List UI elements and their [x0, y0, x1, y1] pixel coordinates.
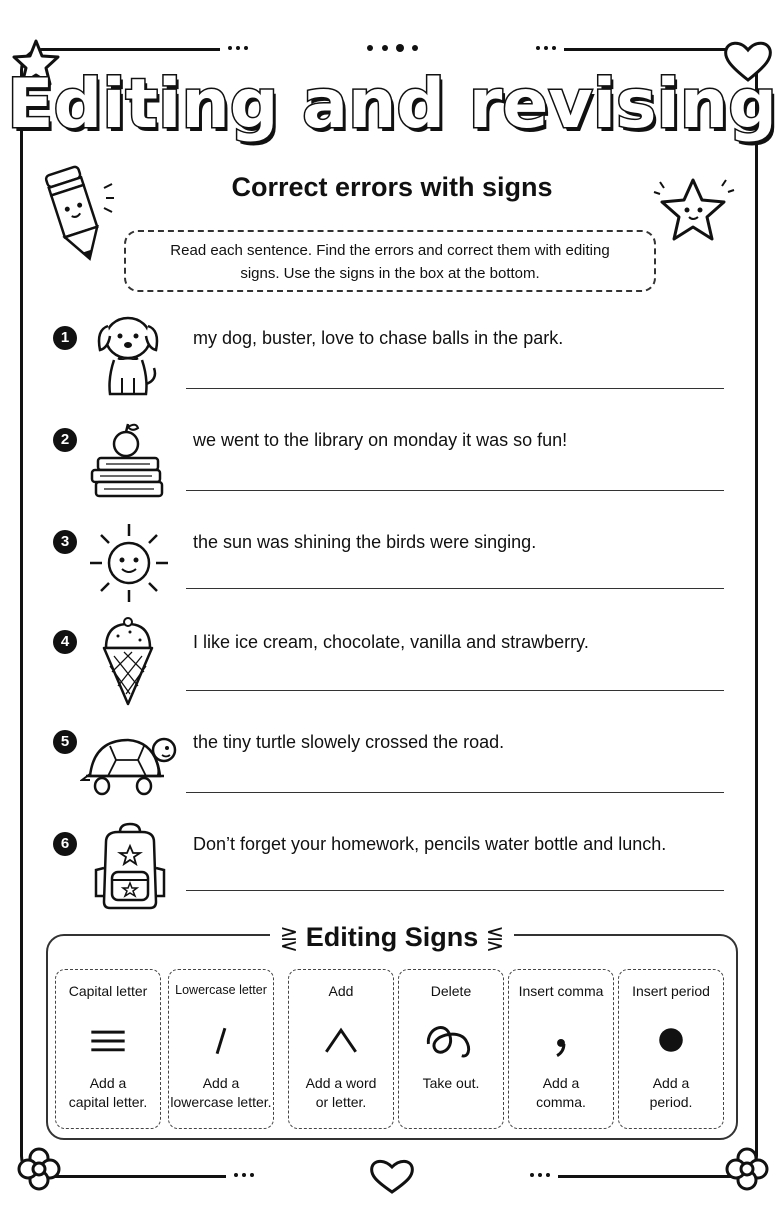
- books-apple-icon: [88, 418, 168, 502]
- sign-card-delete: [398, 969, 504, 1129]
- sign-card-lowercase: [168, 969, 274, 1129]
- sign-desc-line: Add a: [652, 1075, 690, 1091]
- ice-cream-icon: [100, 616, 156, 708]
- item-number: 6: [53, 832, 77, 856]
- sign-desc-line: period.: [649, 1094, 693, 1110]
- item-number: 1: [53, 326, 77, 350]
- item-number: 4: [53, 630, 77, 654]
- sign-desc: [509, 1074, 613, 1112]
- border-ornament-icon: [220, 40, 564, 56]
- sign-card-period: [618, 969, 724, 1129]
- sparkle-left-icon: ⋛: [279, 926, 299, 951]
- sun-icon: [86, 520, 172, 606]
- sentence-text: I like ice cream, chocolate, vanilla and strawberry.: [193, 632, 589, 652]
- item-number: 2: [53, 428, 77, 452]
- sign-desc: [619, 1074, 723, 1112]
- sentence-text: the sun was shining the birds were singing.: [193, 532, 537, 552]
- sentence-text: my dog, buster, love to chase balls in the park.: [193, 328, 564, 348]
- sign-desc-line: or letter.: [315, 1094, 367, 1110]
- answer-line[interactable]: [186, 388, 724, 389]
- item-number: 5: [53, 730, 77, 754]
- sign-desc-line: Add a: [89, 1075, 127, 1091]
- sign-card-add: [288, 969, 394, 1129]
- sign-desc: [399, 1074, 503, 1093]
- answer-line[interactable]: [186, 890, 724, 891]
- sign-card-comma: [508, 969, 614, 1129]
- answer-line[interactable]: [186, 792, 724, 793]
- signs-title-text: [270, 922, 514, 952]
- instructions-box: [124, 230, 656, 292]
- sign-desc-line: Add a: [542, 1075, 580, 1091]
- instructions-line: Read each sentence. Find the errors and correct them with editing: [170, 242, 610, 259]
- sign-title: Insert comma: [518, 983, 604, 999]
- answer-line[interactable]: [186, 490, 724, 491]
- answer-line[interactable]: [186, 588, 724, 589]
- turtle-icon: [80, 730, 180, 798]
- period-dot-icon: [619, 1010, 723, 1070]
- caret-icon: [289, 1010, 393, 1070]
- page-title: Editing and revising: [7, 65, 777, 144]
- sentence-text: we went to the library on monday it was so fun!: [193, 430, 568, 450]
- sign-desc: [56, 1074, 160, 1112]
- signs-title-label: Editing Signs: [305, 922, 479, 952]
- signs-title: [0, 922, 784, 953]
- flower-corner-icon: [722, 1144, 772, 1194]
- slash-icon: [169, 1010, 273, 1070]
- triple-underline-icon: [56, 1010, 160, 1070]
- sign-desc-line: lowercase letter.: [170, 1094, 272, 1110]
- heart-bottom-ornament-icon: [226, 1154, 558, 1196]
- sign-title: Capital letter: [68, 983, 148, 999]
- sign-desc: [169, 1074, 273, 1112]
- sign-desc-line: Add a: [202, 1075, 240, 1091]
- sentence-text: the tiny turtle slowely crossed the road.: [193, 732, 505, 752]
- sign-desc-line: comma.: [536, 1094, 586, 1110]
- sign-title: Lowercase letter: [175, 983, 267, 997]
- instructions-line: signs. Use the signs in the box at the bottom.: [240, 265, 540, 282]
- flower-corner-icon: [14, 1144, 64, 1194]
- item-number: 3: [53, 530, 77, 554]
- sign-title: Delete: [430, 983, 472, 999]
- sign-desc-line: Take out.: [422, 1075, 480, 1091]
- sign-title: Add: [328, 983, 354, 999]
- sentence-text: Don’t forget your homework, pencils water bottle and lunch.: [193, 834, 667, 854]
- dog-icon: [88, 308, 168, 400]
- answer-line[interactable]: [186, 690, 724, 691]
- sign-desc-line: capital letter.: [68, 1094, 148, 1110]
- sign-desc-line: Add a word: [305, 1075, 377, 1091]
- sparkle-right-icon: ⋚: [485, 926, 505, 951]
- comma-icon: [509, 1010, 613, 1070]
- delete-loop-icon: [399, 1010, 503, 1070]
- sign-title: Insert period: [632, 983, 710, 999]
- sign-card-capital: [55, 969, 161, 1129]
- sign-desc: [289, 1074, 393, 1112]
- backpack-icon: [92, 822, 168, 910]
- subtitle: Correct errors with signs: [231, 172, 553, 202]
